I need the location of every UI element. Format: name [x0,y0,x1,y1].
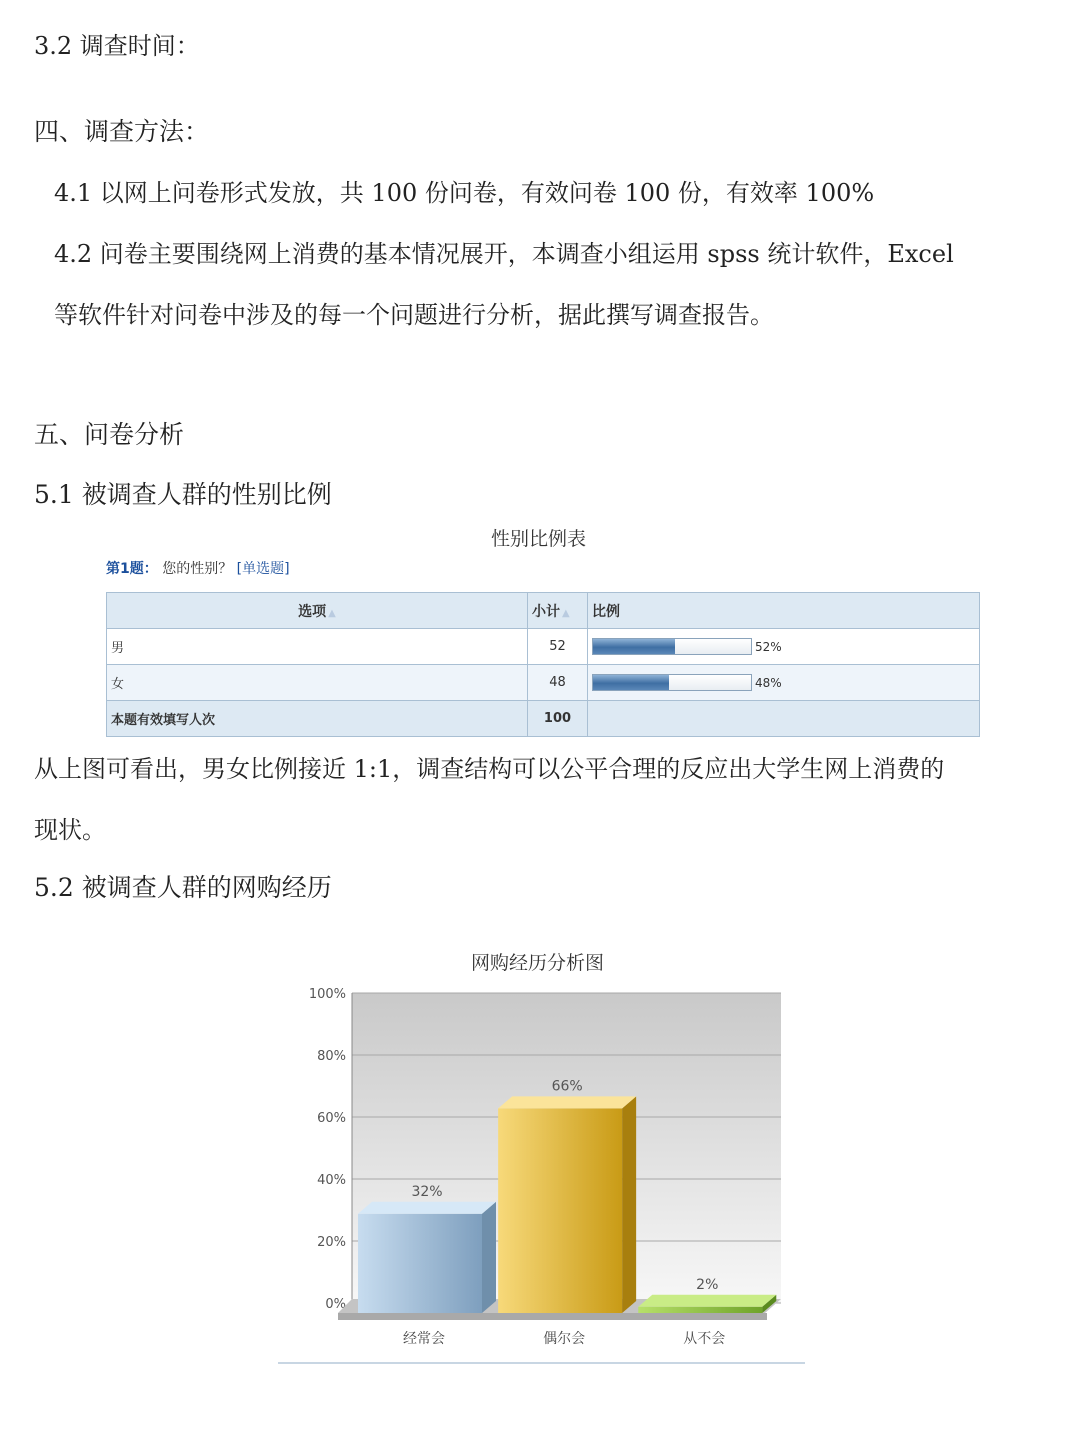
bar-side [482,1202,496,1313]
total-label: 本题有效填写人次 [107,701,528,737]
header-ratio: 比例 [588,593,980,629]
progress-bar [592,638,752,655]
bar [358,1214,482,1313]
gender-table [106,592,980,737]
y-tick-label: 40% [317,1173,346,1188]
bar-top [358,1202,496,1214]
progress-bar [592,674,752,691]
x-tick-label: 从不会 [683,1331,726,1347]
ratio-cell [588,665,980,701]
y-tick-label: 100% [308,987,346,1002]
data-label: 66% [551,1078,583,1095]
y-tick-label: 60% [317,1111,346,1126]
question-type: [单选题] [236,561,290,577]
bar [638,1307,762,1313]
heading-5-2: 5.2 被调查人群的网购经历 [34,873,332,902]
table-total-row [107,701,980,737]
bar-top [638,1295,776,1307]
table-row [107,665,980,701]
option-cell: 男 [107,629,528,665]
chart-floor-edge [338,1313,767,1320]
text-4-1: 4.1 以网上问卷形式发放，共 100 份问卷，有效问卷 100 份，有效率 100% [54,179,875,207]
question-header [106,558,290,578]
progress-fill [593,675,669,690]
chart-svg [278,978,805,1365]
text-conclusion-cont: 现状。 [34,816,106,844]
sort-icon: ▲ [562,607,570,619]
header-option[interactable]: 选项 ▲ [107,593,528,629]
text-3-2: 3.2 调查时间： [34,32,200,60]
bar-chart [278,978,805,1365]
percent-label: 48% [755,675,782,690]
heading-5-1: 5.1 被调查人群的性别比例 [34,480,332,509]
x-tick-label: 偶尔会 [543,1331,586,1347]
chart-title: 网购经历分析图 [471,952,605,974]
count-cell: 52 [528,629,588,665]
heading-4: 四、调查方法： [34,117,210,146]
question-number: 第1题： [106,561,158,577]
text-conclusion: 从上图可看出，男女比例接近 1:1，调查结构可以公平合理的反应出大学生网上消费的 [34,755,945,783]
header-count[interactable]: 小计 ▲ [528,593,588,629]
y-tick-label: 0% [325,1297,346,1312]
bar-side [622,1096,636,1313]
y-tick-label: 80% [317,1049,346,1064]
total-count: 100 [528,701,588,737]
progress-fill [593,639,675,654]
x-tick-label: 经常会 [403,1331,445,1347]
heading-5: 五、问卷分析 [34,420,185,449]
question-text: 您的性别？ [162,561,233,577]
count-cell: 48 [528,665,588,701]
total-empty [588,701,980,737]
y-tick-label: 20% [317,1235,346,1250]
percent-label: 52% [755,639,782,654]
sort-icon: ▲ [328,607,336,619]
data-label: 32% [411,1183,443,1200]
text-4-2: 4.2 问卷主要围绕网上消费的基本情况展开，本调查小组运用 spss 统计软件，Excel [54,240,954,268]
bar-top [498,1096,636,1108]
bar [498,1108,622,1313]
ratio-cell [588,629,980,665]
table-header-row [107,593,980,629]
table-row [107,629,980,665]
data-label: 2% [696,1276,719,1293]
table-caption: 性别比例表 [491,528,587,550]
text-4-2-cont: 等软件针对问卷中涉及的每一个问题进行分析，据此撰写调查报告。 [54,301,774,329]
option-cell: 女 [107,665,528,701]
